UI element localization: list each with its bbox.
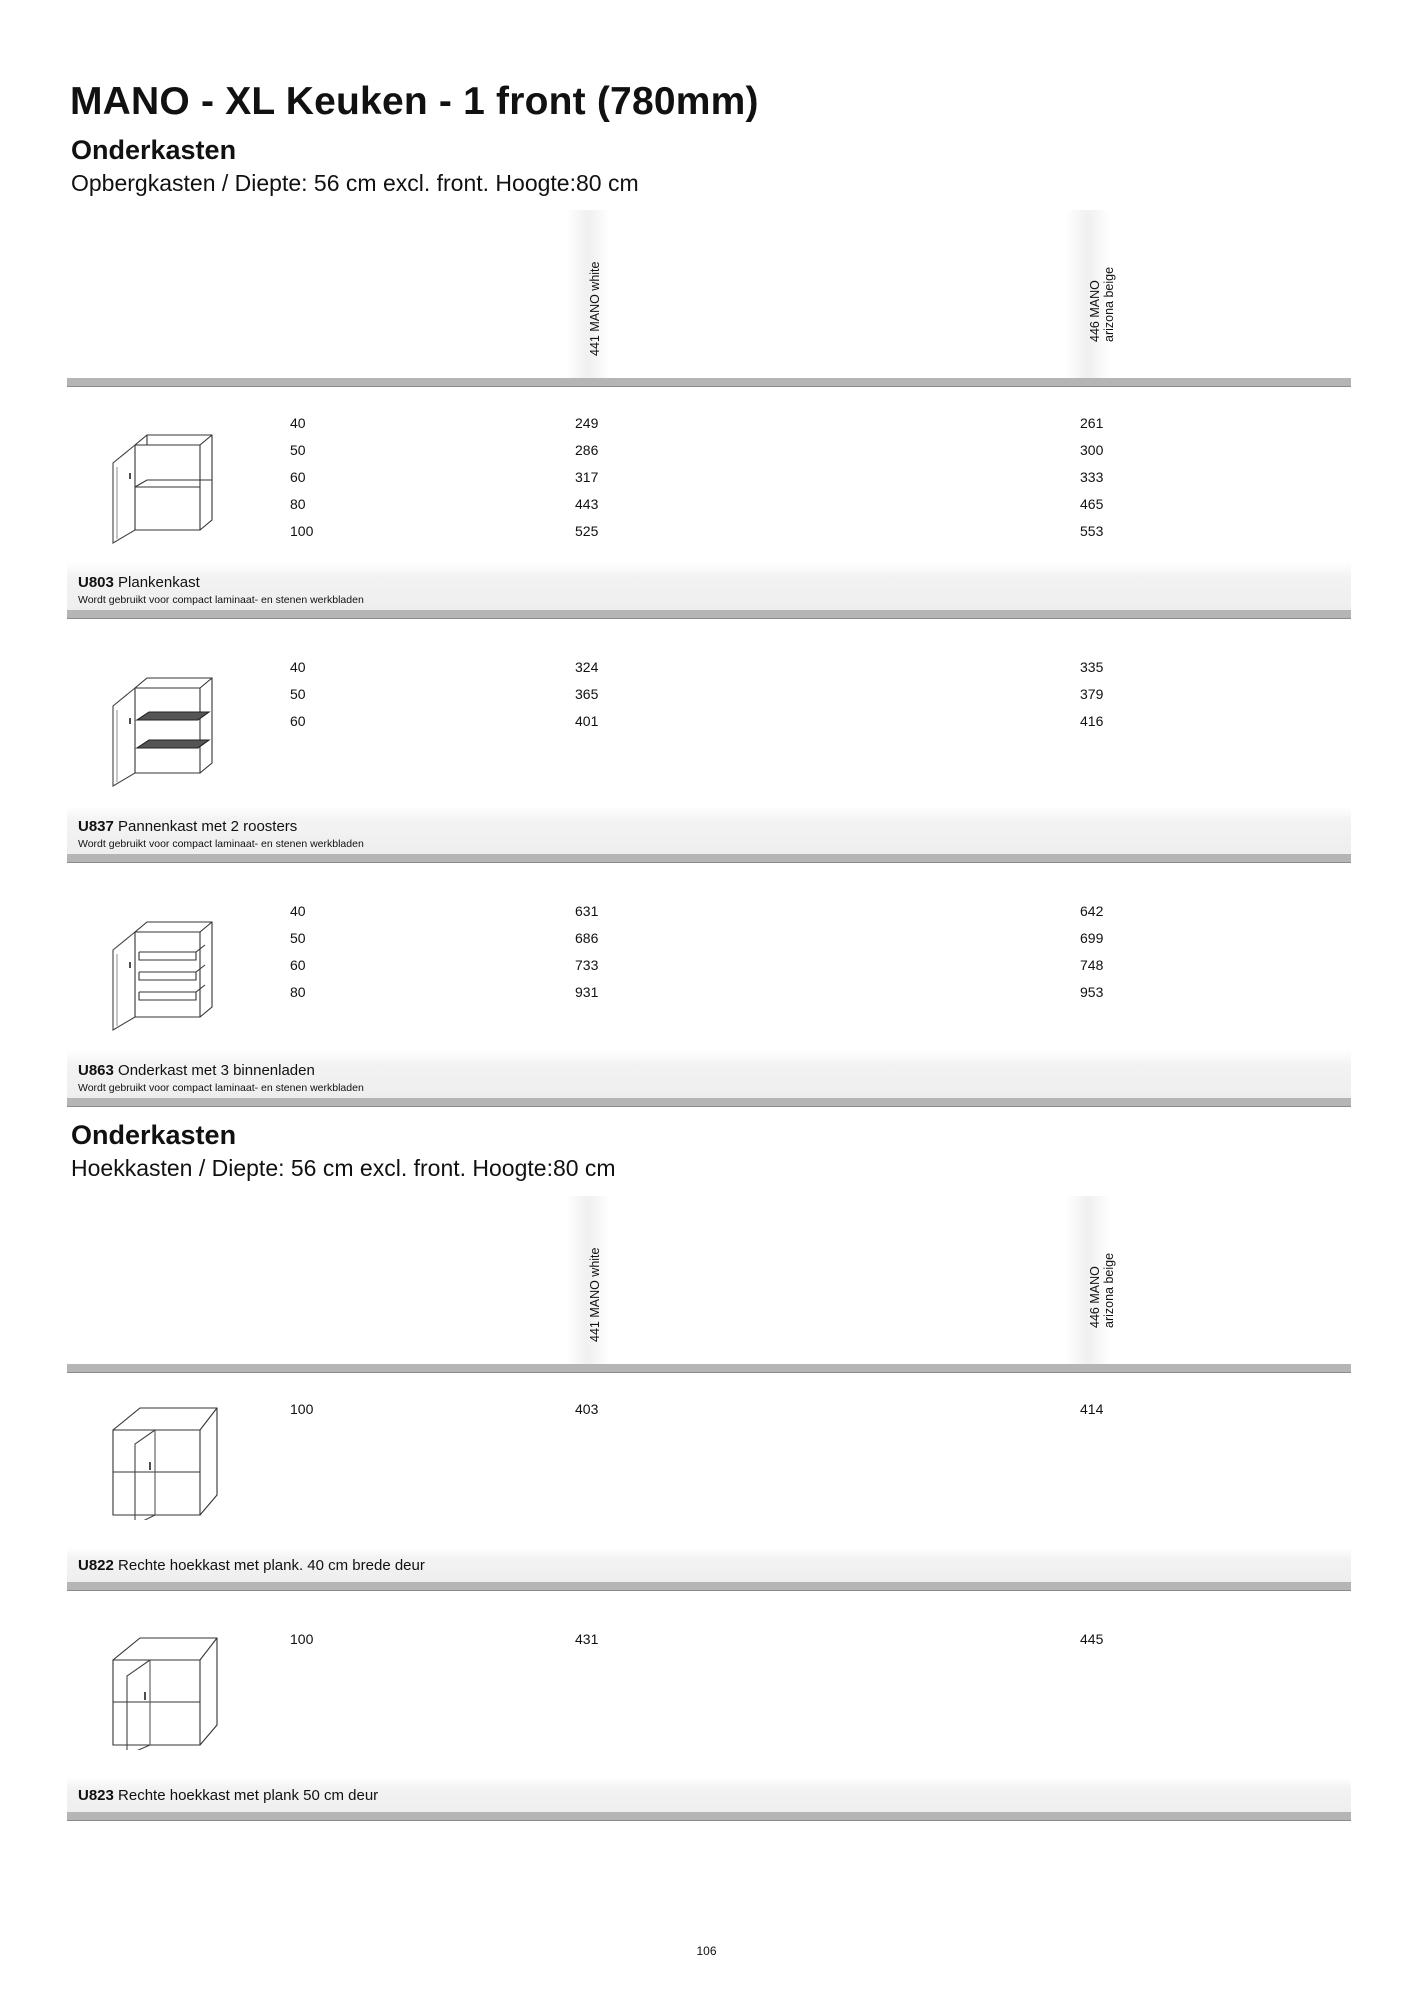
product-note: Wordt gebruikt voor compact laminaat- en stenen werkbladen — [78, 1082, 364, 1094]
column-header-beige — [1066, 210, 1116, 378]
product-label-u822 — [67, 1548, 1351, 1582]
price-beige: 300 — [1080, 442, 1104, 458]
price-white: 317 — [575, 469, 599, 485]
product-code: U823 — [78, 1787, 114, 1804]
product-rule — [67, 610, 1351, 619]
product-code: U822 — [78, 1557, 114, 1574]
price-white: 324 — [575, 659, 599, 675]
cabinet-drawing-plankenkast — [105, 425, 225, 545]
product-label-u863 — [67, 1050, 1351, 1098]
column-header-white — [566, 1196, 610, 1364]
size-value: 80 — [290, 984, 306, 1000]
product-note: Wordt gebruikt voor compact laminaat- en stenen werkbladen — [78, 594, 364, 606]
column-header-beige-line1: 446 MANO — [1088, 1266, 1102, 1328]
price-beige: 379 — [1080, 686, 1104, 702]
page-number: 106 — [696, 1944, 717, 1958]
corner-cabinet-drawing-u822 — [105, 1400, 225, 1520]
price-white: 431 — [575, 1631, 599, 1647]
cabinet-drawing-pannenkast — [105, 668, 225, 788]
size-value: 40 — [290, 903, 306, 919]
cabinet-drawing-binnenladen — [105, 912, 225, 1032]
price-beige: 414 — [1080, 1401, 1104, 1417]
size-value: 60 — [290, 469, 306, 485]
size-value: 100 — [290, 1401, 314, 1417]
product-name: Pannenkast met 2 roosters — [118, 818, 298, 835]
price-beige: 465 — [1080, 496, 1104, 512]
product-name: Plankenkast — [118, 574, 200, 591]
price-white: 631 — [575, 903, 599, 919]
column-header-beige-line1: 446 MANO — [1088, 280, 1102, 342]
price-white: 249 — [575, 415, 599, 431]
size-value: 50 — [290, 930, 306, 946]
corner-cabinet-drawing-u823 — [105, 1630, 225, 1750]
price-white: 686 — [575, 930, 599, 946]
product-rule — [67, 854, 1351, 863]
price-beige: 416 — [1080, 713, 1104, 729]
size-value: 50 — [290, 442, 306, 458]
product-label-u823 — [67, 1778, 1351, 1812]
price-beige: 261 — [1080, 415, 1104, 431]
size-value: 50 — [290, 686, 306, 702]
size-value: 80 — [290, 496, 306, 512]
size-value: 60 — [290, 957, 306, 973]
price-beige: 553 — [1080, 523, 1104, 539]
product-label-u837 — [67, 806, 1351, 854]
price-white: 733 — [575, 957, 599, 973]
header-rule — [67, 1364, 1351, 1373]
price-beige: 748 — [1080, 957, 1104, 973]
section-heading: Onderkasten — [71, 135, 237, 165]
price-beige: 953 — [1080, 984, 1104, 1000]
price-beige: 642 — [1080, 903, 1104, 919]
product-rule — [67, 1098, 1351, 1107]
product-code: U837 — [78, 818, 114, 835]
price-beige: 335 — [1080, 659, 1104, 675]
product-code: U863 — [78, 1062, 114, 1079]
price-white: 931 — [575, 984, 599, 1000]
price-white: 525 — [575, 523, 599, 539]
product-name: Rechte hoekkast met plank 50 cm deur — [118, 1787, 379, 1804]
price-white: 403 — [575, 1401, 599, 1417]
price-beige: 699 — [1080, 930, 1104, 946]
price-beige: 333 — [1080, 469, 1104, 485]
column-header-white-label: 441 MANO white — [588, 1247, 602, 1342]
column-header-beige-line2: arizona beige — [1102, 266, 1116, 342]
price-white: 401 — [575, 713, 599, 729]
size-value: 60 — [290, 713, 306, 729]
section-subheading: Hoekkasten / Diepte: 56 cm excl. front. Hoogte:80 cm — [71, 1155, 616, 1181]
header-rule — [67, 378, 1351, 387]
page-title: MANO - XL Keuken - 1 front (780mm) — [70, 80, 759, 123]
column-header-beige — [1066, 1196, 1116, 1364]
product-label-u803 — [67, 562, 1351, 610]
column-header-beige-line2: arizona beige — [1102, 1252, 1116, 1328]
size-value: 100 — [290, 1631, 314, 1647]
product-name: Onderkast met 3 binnenladen — [118, 1062, 315, 1079]
size-value: 40 — [290, 659, 306, 675]
price-white: 443 — [575, 496, 599, 512]
price-beige: 445 — [1080, 1631, 1104, 1647]
section-heading: Onderkasten — [71, 1120, 237, 1150]
product-name: Rechte hoekkast met plank. 40 cm brede deur — [118, 1557, 425, 1574]
price-white: 286 — [575, 442, 599, 458]
product-rule — [67, 1582, 1351, 1591]
price-white: 365 — [575, 686, 599, 702]
product-note: Wordt gebruikt voor compact laminaat- en stenen werkbladen — [78, 838, 364, 850]
product-rule — [67, 1812, 1351, 1821]
column-header-white — [566, 210, 610, 378]
size-value: 100 — [290, 523, 314, 539]
size-value: 40 — [290, 415, 306, 431]
section-subheading: Opbergkasten / Diepte: 56 cm excl. front. Hoogte:80 cm — [71, 170, 639, 196]
product-code: U803 — [78, 574, 114, 591]
column-header-white-label: 441 MANO white — [588, 261, 602, 356]
